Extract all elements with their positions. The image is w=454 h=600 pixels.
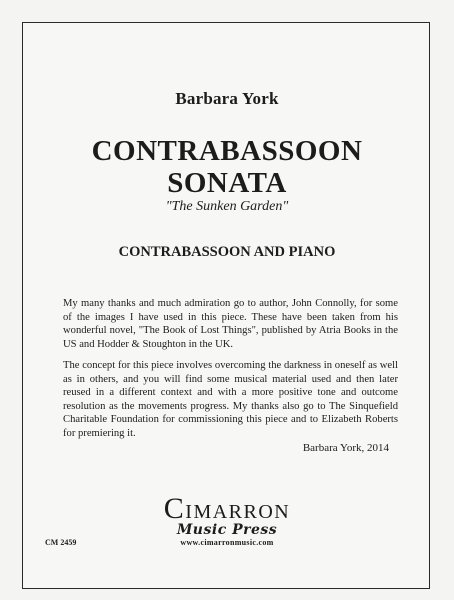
catalog-number: CM 2459 [45, 538, 77, 547]
publisher-url: www.cimarronmusic.com [180, 538, 274, 547]
dedication-paragraph-2: The concept for this piece involves overcoming the darkness in oneself as well as in others, and you will find some musical material used and then later reused in a different context and with a more positive tone and outcome resolution as the movements progress. My thanks also go to The Sinquefield Charitable Foundation for commissioning this piece and to Elizabeth Roberts for premiering it. [63, 360, 398, 439]
dedication-paragraph-1: My many thanks and much admiration go to author, John Connolly, for some of the images I have used in this piece. These have been taken from his wonderful novel, "The Book of Lost Things", published by Atria Books in the US and Hodder & Stoughton in the UK. [63, 298, 398, 350]
publisher-subtitle: Music Press [176, 522, 278, 538]
publisher-logo [0, 494, 454, 547]
publisher-name [0, 494, 454, 524]
title-line-2: SONATA [167, 167, 287, 199]
subtitle: "The Sunken Garden" [165, 199, 289, 214]
composer-name: Barbara York [175, 89, 279, 108]
instrumentation: CONTRABASSOON AND PIANO [118, 244, 336, 260]
title-line-1: CONTRABASSOON [91, 135, 363, 167]
publisher-name-rest: IMARRON [185, 501, 291, 523]
publisher-name-initial: C [163, 492, 186, 525]
signature: Barbara York, 2014 [302, 442, 389, 454]
